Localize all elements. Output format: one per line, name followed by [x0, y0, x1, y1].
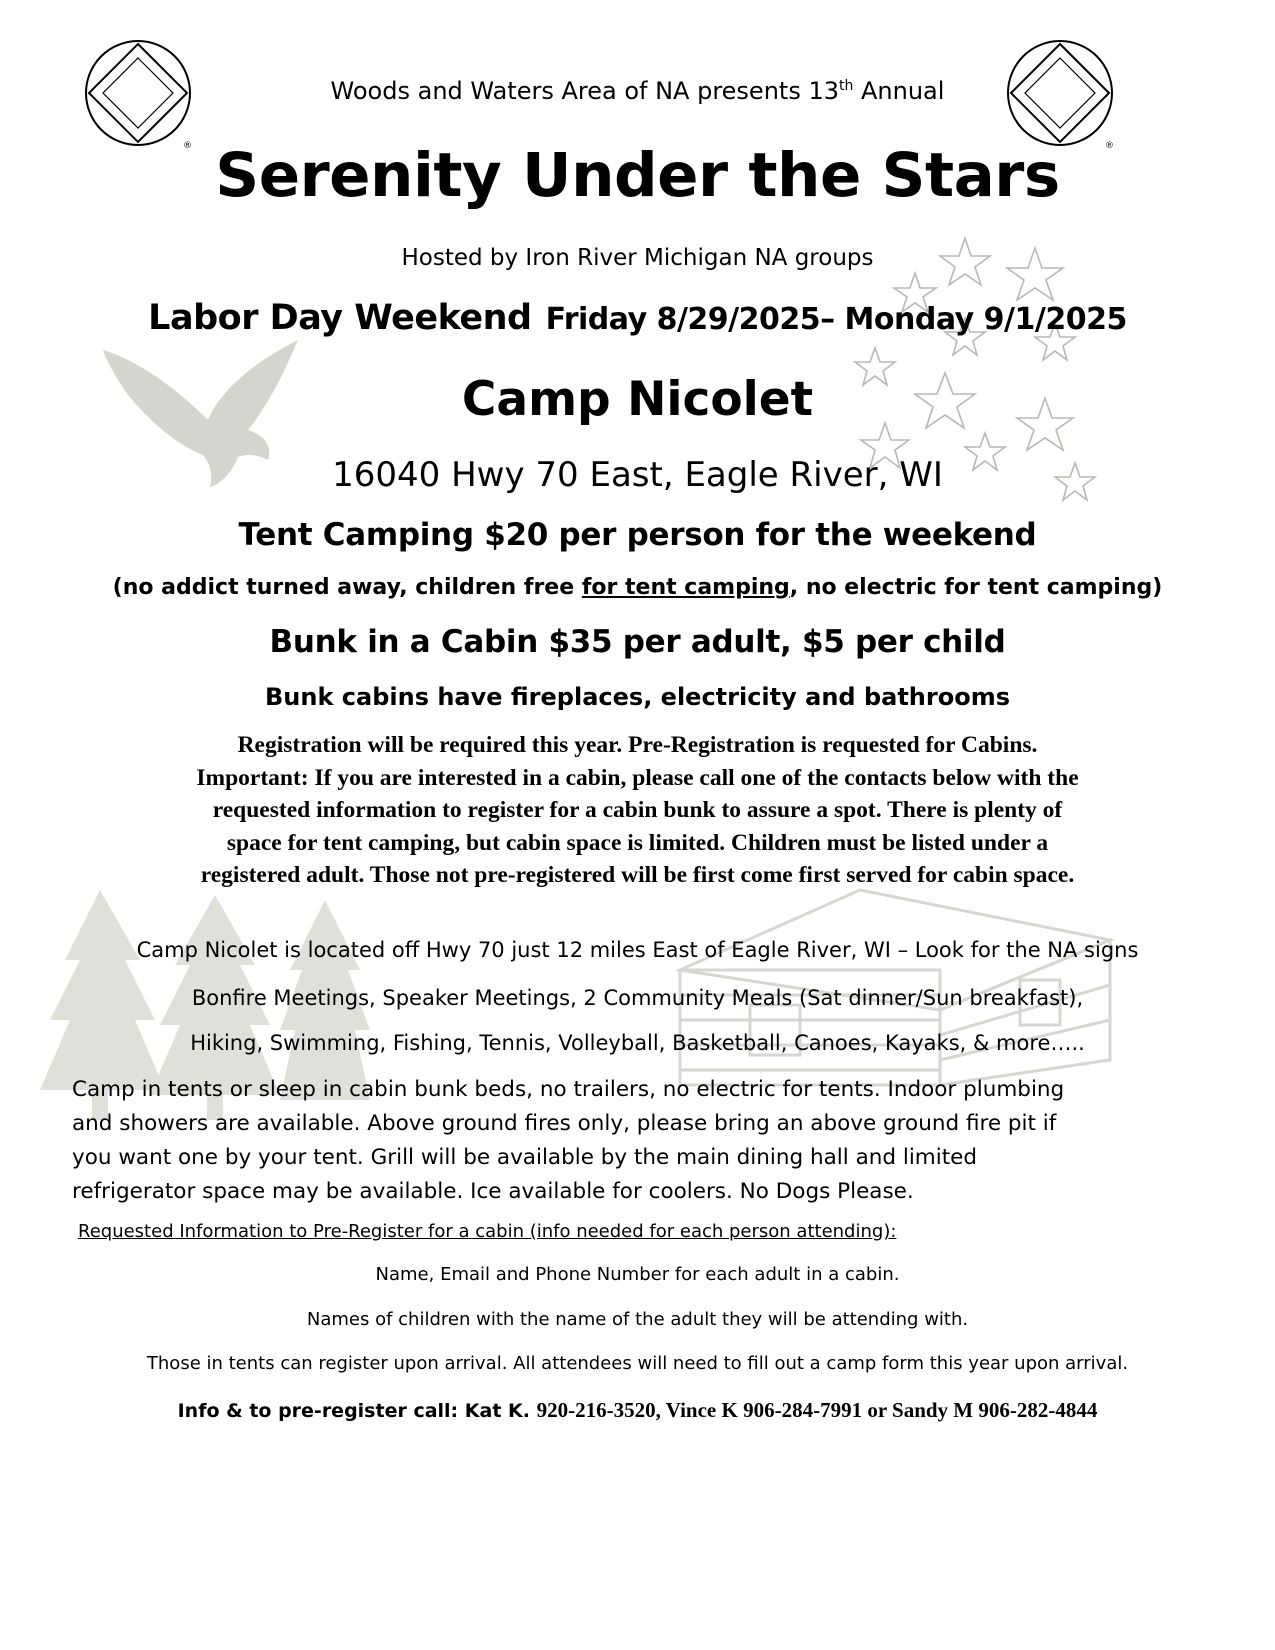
weekend-label: Labor Day Weekend	[148, 298, 532, 338]
presents-line: Woods and Waters Area of NA presents 13th Annual	[330, 77, 945, 105]
location-directions: Camp Nicolet is located off Hwy 70 just 12 miles East of Eagle River, WI – Look for the NA signs	[136, 938, 1139, 962]
camp-note-line: you want one by your tent. Grill will be available by the main dining hall and limited	[72, 1145, 978, 1170]
registration-line: requested information to register for a cabin bunk to assure a spot. There is plenty of	[212, 797, 1063, 823]
date-range: Friday 8/29/2025– Monday 9/1/2025	[545, 302, 1127, 337]
requested-info-item: Name, Email and Phone Number for each adult in a cabin.	[375, 1264, 900, 1285]
camp-note-line: and showers are available. Above ground fires only, please bring an above ground fire pit if	[72, 1111, 1057, 1136]
phone-vince: 906-284-7991	[743, 1398, 863, 1422]
camp-note-line: Camp in tents or sleep in cabin bunk beds, no trailers, no electric for tents. Indoor plumbing	[72, 1077, 1065, 1102]
tent-pricing: Tent Camping $20 per person for the weekend	[238, 517, 1037, 553]
svg-text:®: ®	[1105, 141, 1114, 150]
phone-kat: 920-216-3520	[536, 1398, 656, 1422]
registration-notice	[60, 729, 1215, 892]
contact-line: Info & to pre-register call: Kat K. 920-216-3520, Vince K 906-284-7991 or Sandy M 906-282-4844	[177, 1398, 1098, 1422]
requested-info-item: Those in tents can register upon arrival. All attendees will need to fill out a camp form this year upon arrival.	[146, 1353, 1129, 1374]
svg-text:®: ®	[183, 141, 192, 150]
venue-address: 16040 Hwy 70 East, Eagle River, WI	[332, 455, 943, 495]
hosted-by: Hosted by Iron River Michigan NA groups	[401, 245, 874, 271]
registration-line: space for tent camping, but cabin space is limited. Children must be listed under a	[226, 829, 1049, 856]
bunk-note: Bunk cabins have fireplaces, electricity and bathrooms	[265, 683, 1010, 711]
camp-note-line: refrigerator space may be available. Ice available for coolers. No Dogs Please.	[72, 1179, 914, 1204]
venue-name: Camp Nicolet	[461, 372, 814, 427]
registration-line: Important: If you are interested in a cabin, please call one of the contacts below with the	[196, 764, 1079, 791]
requested-info-item: Names of children with the name of the adult they will be attending with.	[306, 1309, 969, 1330]
event-dates	[0, 298, 1275, 338]
tent-note: (no addict turned away, children free for tent camping, no electric for tent camping)	[112, 575, 1163, 600]
camp-notes	[72, 1073, 1222, 1209]
phone-sandy: 906-282-4844	[978, 1398, 1098, 1422]
activities-line-1: Bonfire Meetings, Speaker Meetings, 2 Community Meals (Sat dinner/Sun breakfast),	[191, 986, 1084, 1010]
page-title: Serenity Under the Stars	[215, 140, 1060, 211]
requested-info-heading: Requested Information to Pre-Register for a cabin (info needed for each person attending):	[78, 1221, 897, 1242]
registration-line: Registration will be required this year. Pre-Registration is requested for Cabins.	[237, 732, 1038, 758]
registration-line: registered adult. Those not pre-registered will be first come first served for cabin space.	[200, 862, 1075, 888]
bunk-pricing: Bunk in a Cabin $35 per adult, $5 per child	[269, 624, 1006, 660]
log-cabin-icon	[640, 880, 1120, 1090]
activities-line-2: Hiking, Swimming, Fishing, Tennis, Volleyball, Basketball, Canoes, Kayaks, & more…..	[190, 1031, 1085, 1055]
